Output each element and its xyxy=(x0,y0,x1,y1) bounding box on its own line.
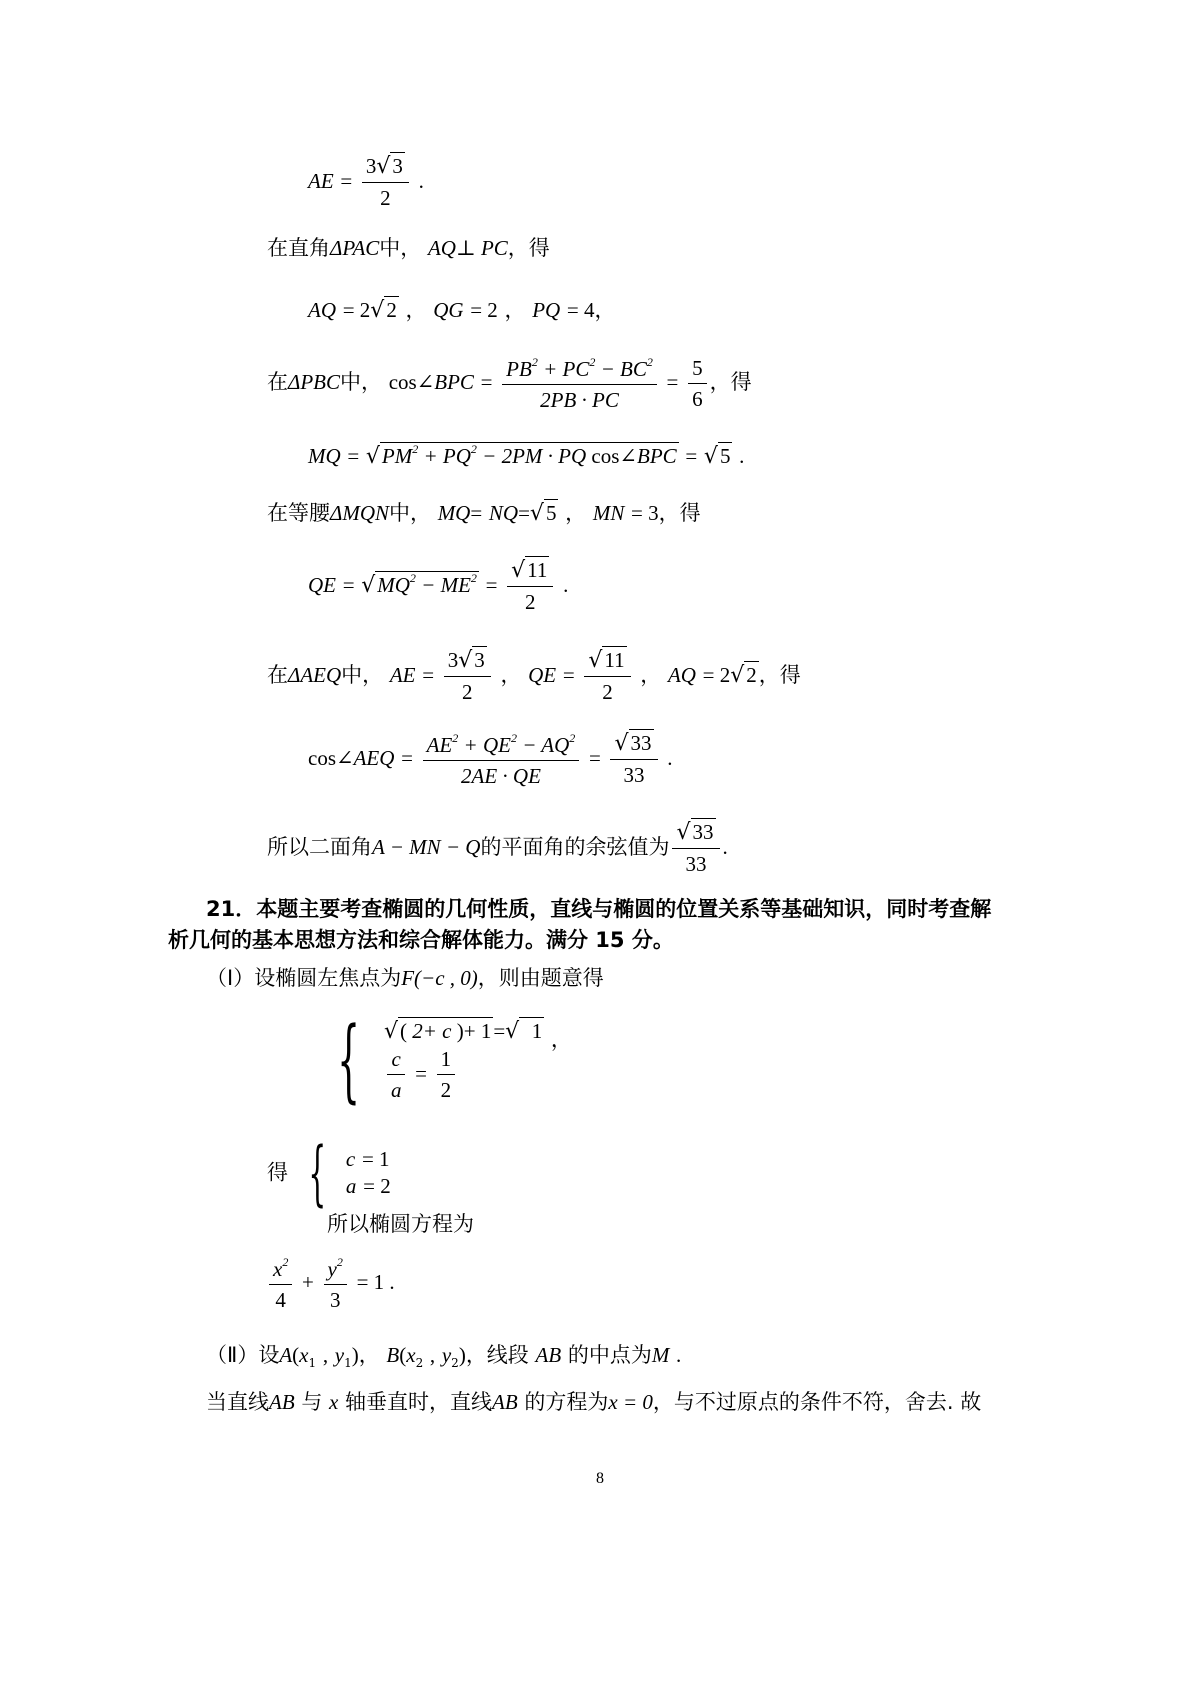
text-vertical-line-case: 当直线AB 与 x 轴垂直时，直线AB 的方程为x = 0，与不过原点的条件不符，舍去. 故 xyxy=(206,1390,982,1414)
text-ellipse-equation-is: 所以椭圆方程为 xyxy=(327,1212,474,1236)
problem-21-intro-line1: 21．本题主要考查椭圆的几何性质，直线与椭圆的位置关系等基础知识，同时考查解 xyxy=(206,897,992,921)
text-right-triangle-pac: 在直角ΔPAC中， AQ⊥ PC，得 xyxy=(267,236,550,260)
formula-cos-aeq: cos∠AEQ = $\frac{AE^2 + QE^2 - AQ^2}{2AE \cdot QE}$ = $\frac{√33}{33}$ . xyxy=(308,731,673,788)
text-triangle-aeq: 在ΔAEQ中， AE = $\frac{3√3}{2}$ ， QE = $\frac{√11}{2}$ ， AQ = 2√2，得 xyxy=(267,648,801,704)
text-isosceles-mqn: 在等腰ΔMQN中， MQ= NQ=√5 ， MN = 3，得 xyxy=(267,501,701,526)
text-dihedral-angle-conclusion: 所以二面角A − MN − Q的平面角的余弦值为 $\frac{√33}{33}$ . xyxy=(267,820,728,876)
part1-setup: （Ⅰ）设椭圆左焦点为F(−c , 0)，则由题意得 xyxy=(206,966,604,990)
formula-ellipse: $\frac{x^2}{4}$ + $\frac{y^2}{3}$ = 1 . xyxy=(266,1256,395,1311)
equation-system-solution: 得 { c = 1 a = 2 xyxy=(267,1132,391,1214)
text-triangle-pbc-cos: 在ΔPBC中， cos∠BPC = $\frac{PB^2 + PC^2 - BC^2}{2PB \cdot PC}$ = $\frac{5}{6}$ ，得 xyxy=(267,355,752,412)
formula-qe: QE = $√MQ^2 - ME^2$ = $\frac{√11}{2}$ . xyxy=(308,558,569,614)
equation-system-1: { √( 2+ c )+ 1=√ 1 $\frac{c}{a}$ = $\frac{1}{2}$ ， xyxy=(337,1008,572,1113)
formula-ae: AE = $\frac{3√3}{2}$ . xyxy=(308,154,424,210)
page-number: 8 xyxy=(596,1470,604,1487)
problem-21-intro-line2: 析几何的基本思想方法和综合解体能力。满分 15 分。 xyxy=(168,928,674,952)
formula-aq-qg-pq: AQ = 2√2 ， QG = 2 ， PQ = 4， xyxy=(308,298,616,323)
part2-setup: （Ⅱ）设$A(x_1$ , $y_1$)， $B(x_2$ , $y_2$)，线段 AB 的中点为M . xyxy=(206,1343,682,1371)
formula-mq: MQ = $√PM^2 + PQ^2 - 2PM$ · PQ cos∠BPC = √5 . xyxy=(308,442,745,469)
